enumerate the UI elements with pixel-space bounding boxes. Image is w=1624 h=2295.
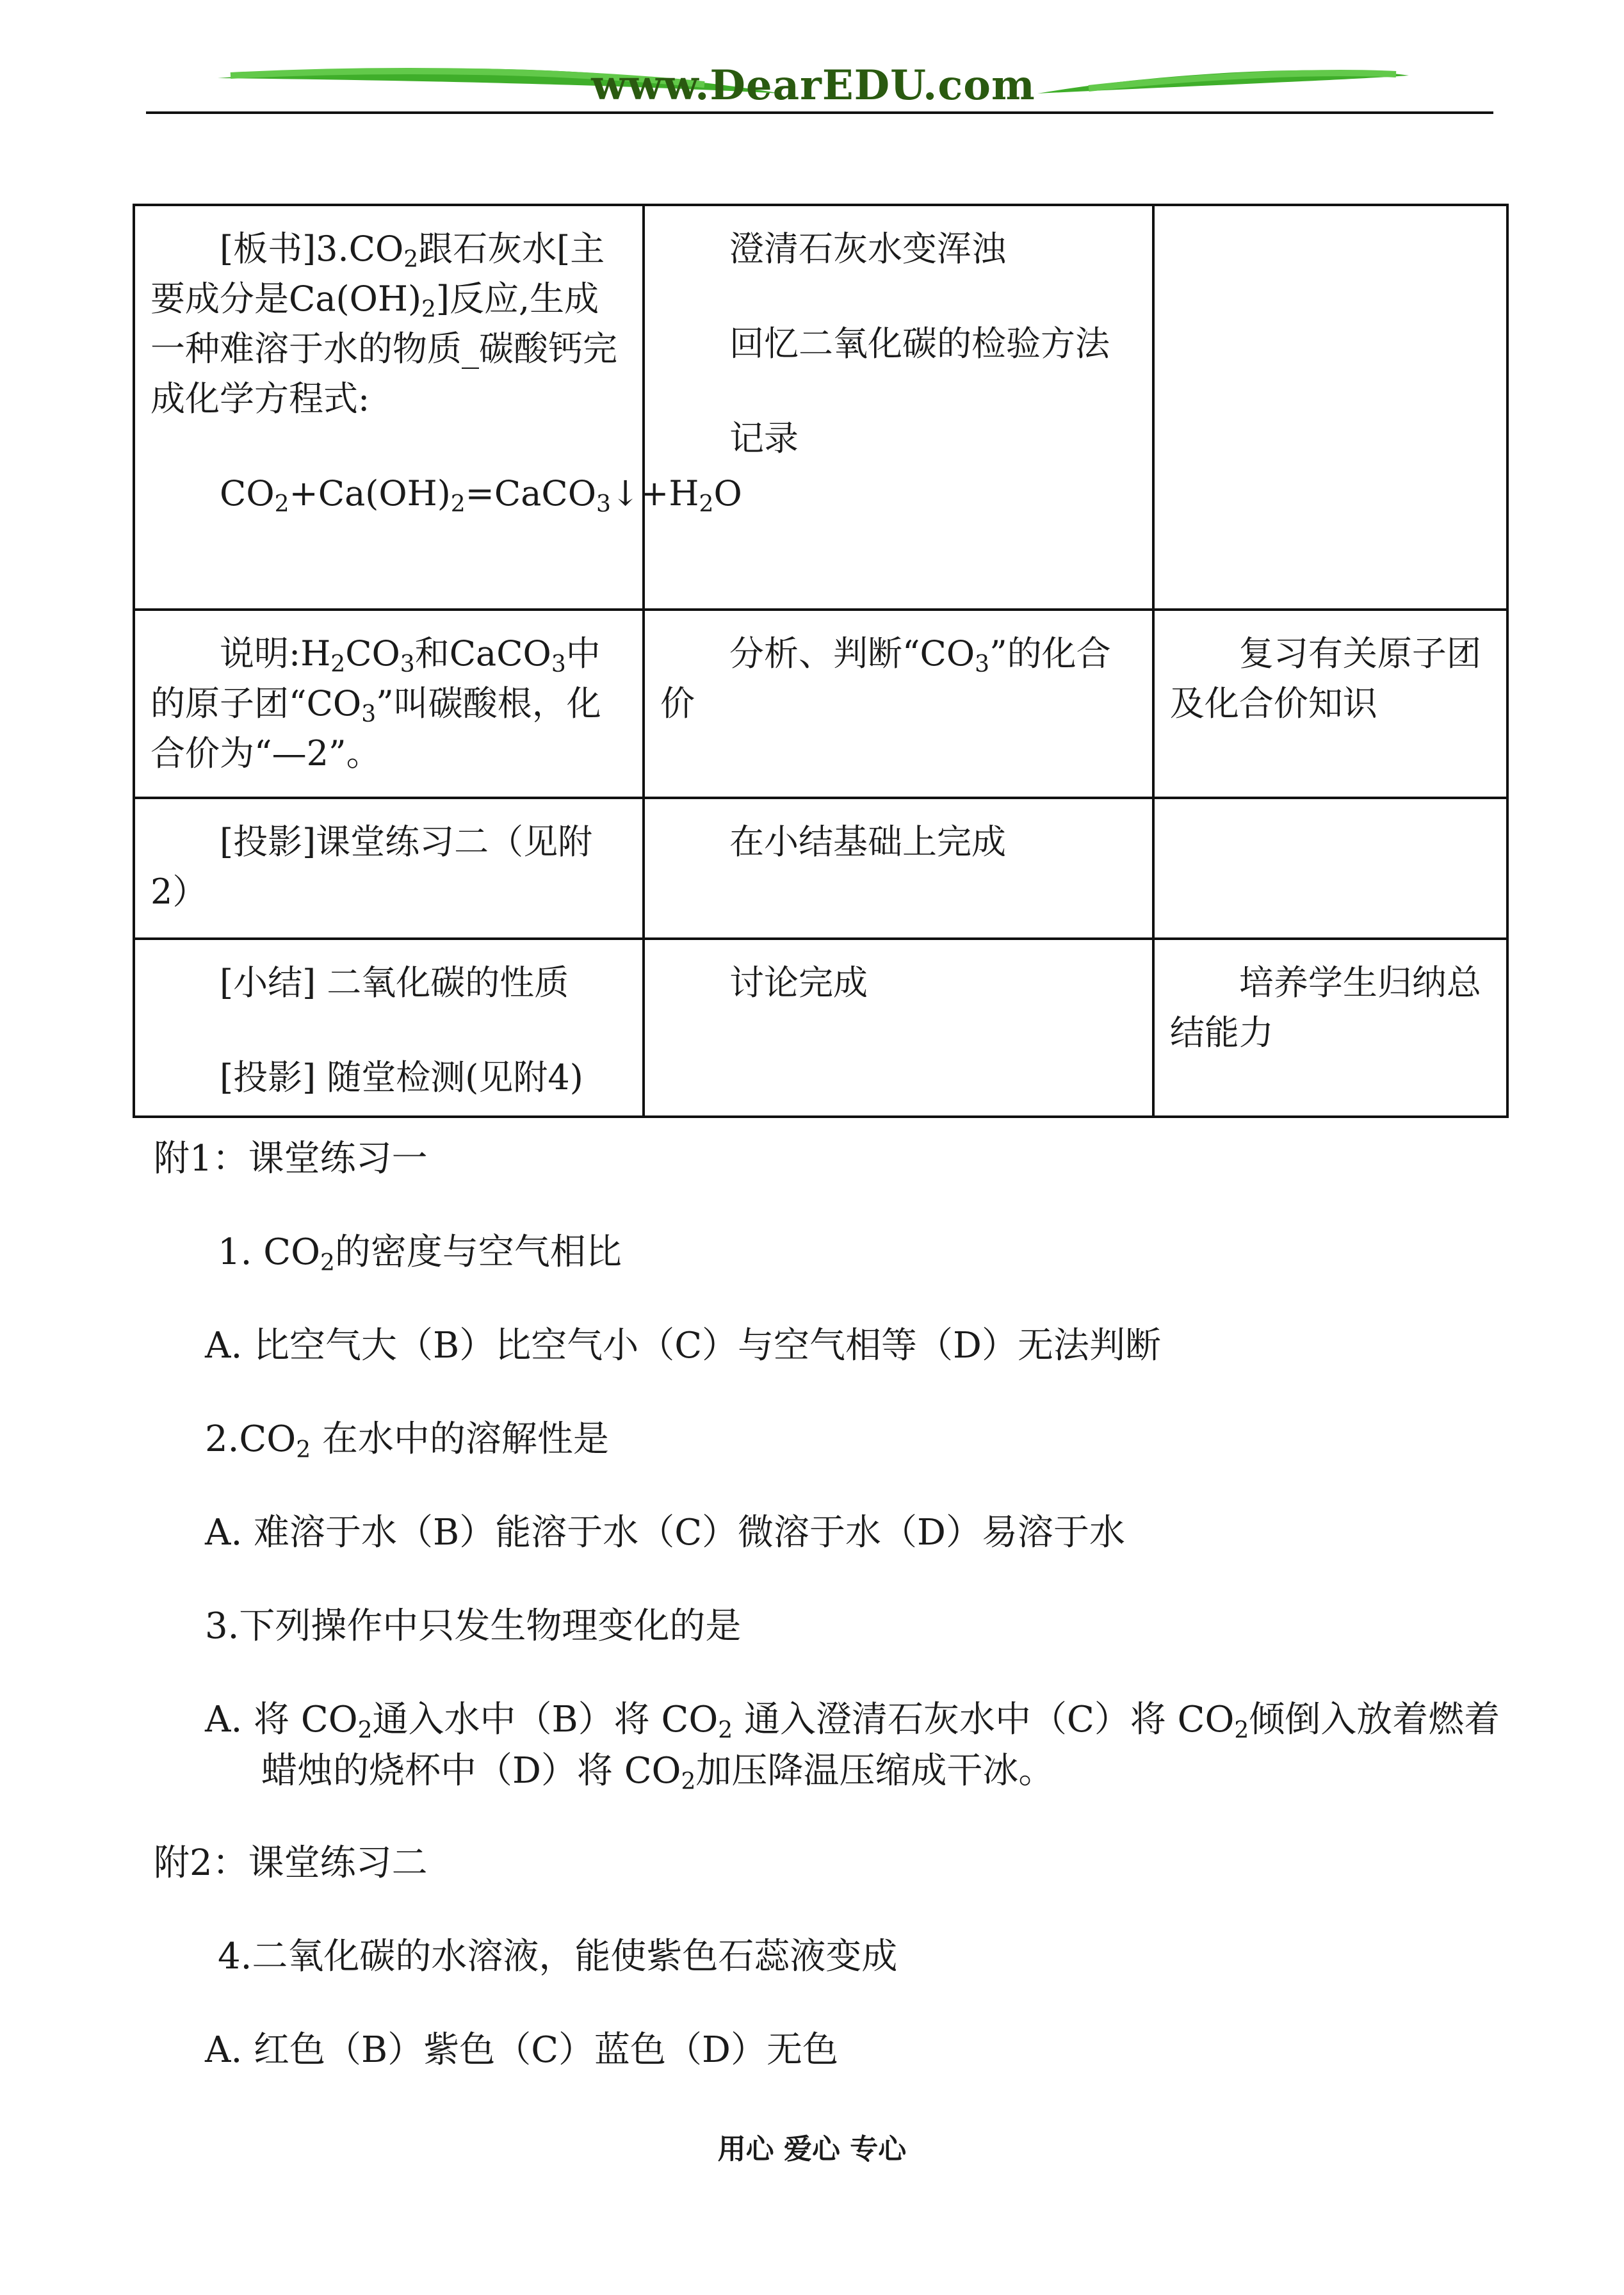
table-row <box>134 939 1507 1117</box>
table-cell <box>644 205 1153 610</box>
student-activity: 回忆二氧化碳的检验方法 <box>729 323 1110 364</box>
table-row <box>134 610 1507 798</box>
table-row <box>134 205 1507 610</box>
table-cell <box>1153 798 1507 939</box>
student-activity: 分析、判断“$CO_3$”的化合价 <box>660 633 1111 724</box>
table-cell <box>644 798 1153 939</box>
table-cell <box>1153 205 1507 610</box>
chemical-equation: $CO_2+Ca(OH)_2=CaCO_3↓+H_2O$ <box>220 473 742 517</box>
table-cell <box>134 798 644 939</box>
student-activity: 讨论完成 <box>729 962 868 1003</box>
table-cell <box>134 939 644 1117</box>
question-1: 1. $CO_2$的密度与空气相比 <box>218 1231 622 1276</box>
table-cell <box>134 205 742 610</box>
projection-note: [投影] 随堂检测(见附4) <box>220 1057 583 1098</box>
question-1-options: A. 比空气大（B）比空气小（C）与空气相等（D）无法判断 <box>205 1325 1161 1366</box>
table-cell <box>644 610 1153 798</box>
student-activity: 记录 <box>729 418 799 458</box>
board-note-co2-limewater: [板书]$3.CO_2$跟石灰水[主要成分是$Ca(OH)_2$]反应,生成一种难溶于水的物质_碳酸钙完成化学方程式: <box>150 229 617 419</box>
question-3-options: A. 将 $CO_2$通入水中（B）将 $CO_2$ 通入澄清石灰水中（C）将 $CO_2$倾倒入放着燃着蜡烛的烧杯中（D）将 $CO_2$加压降温压缩成干冰。 <box>205 1699 1500 1795</box>
carbonate-explanation: 说明$:H_2CO_3$和CaCO$_3$中的原子团“$CO_3$”叫碳酸根，化合价为“—2”。 <box>150 633 601 774</box>
appendix2-title: 附2：课堂练习二 <box>154 1842 428 1884</box>
table-cell <box>1153 610 1507 798</box>
student-activity: 在小结基础上完成 <box>729 822 1006 862</box>
design-intent: 培养学生归纳总结能力 <box>1169 962 1481 1053</box>
question-2-options: A. 难溶于水（B）能溶于水（C）微溶于水（D）易溶于水 <box>205 1512 1125 1553</box>
lesson-table <box>133 204 1509 1118</box>
question-4: 4.二氧化碳的水溶液，能使紫色石蕊液变成 <box>218 1936 898 1977</box>
table-cell <box>644 939 1153 1117</box>
student-activity: 澄清石灰水变浑浊 <box>729 229 1006 269</box>
table-cell <box>1153 939 1507 1117</box>
table-cell <box>134 610 644 798</box>
projection-note: [投影]课堂练习二（见附2） <box>150 822 593 912</box>
page-header <box>0 0 1624 128</box>
question-3: 3.下列操作中只发生物理变化的是 <box>205 1605 742 1647</box>
design-intent: 复习有关原子团及化合价知识 <box>1169 633 1481 724</box>
site-logo-text: www.DearEDU.com <box>591 61 1035 109</box>
table-row <box>134 798 1507 939</box>
appendix1-title: 附1：课堂练习一 <box>154 1138 428 1180</box>
summary-note: [小结] 二氧化碳的性质 <box>220 962 569 1003</box>
question-2: $2.CO_2$ 在水中的溶解性是 <box>205 1418 609 1463</box>
page-footer: 用心 爱心 专心 <box>717 2133 907 2166</box>
header-rule <box>146 111 1493 114</box>
question-4-options: A. 红色（B）紫色（C）蓝色（D）无色 <box>205 2029 838 2071</box>
